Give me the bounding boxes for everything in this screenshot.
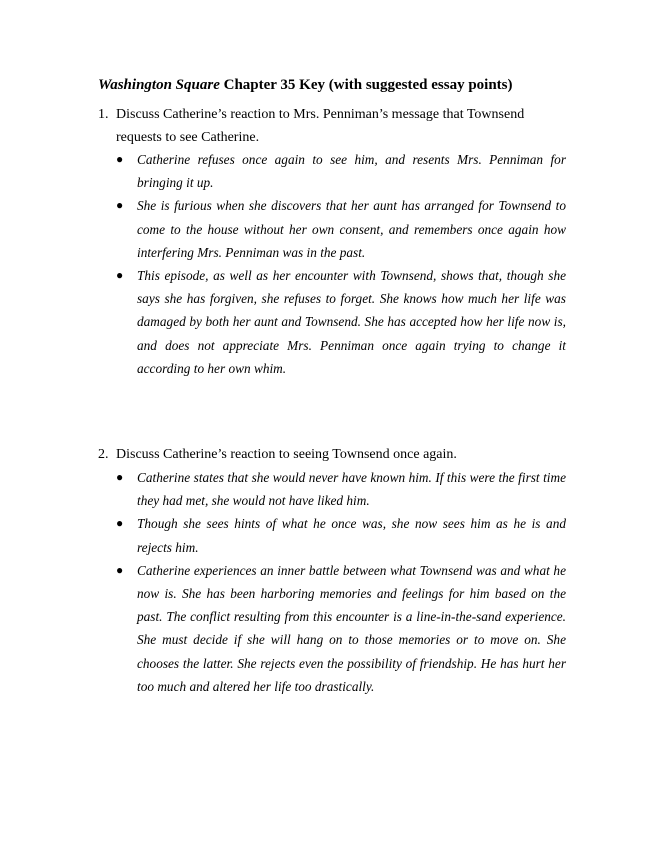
title-rest: Chapter 35 Key (with suggested essay points) — [219, 77, 513, 93]
essay-point: ● Catherine states that she would never have known him. If this were the first time they had met, she would not have liked him. — [116, 466, 566, 512]
book-title: Washington Square — [98, 77, 220, 93]
bullet-icon: ● — [116, 268, 124, 283]
bullet-icon: ● — [116, 562, 124, 577]
essay-point: ● Though she sees hints of what he once was, she now sees him as he is and rejects him. — [116, 512, 566, 558]
question-1-points — [116, 148, 566, 380]
question-number: 2. — [98, 447, 109, 462]
essay-point: ● This episode, as well as her encounter with Townsend, shows that, though she says she has forgiven, she refuses to forget. She knows how much her life was damaged by both her aunt and Townsend. She has accepted how her life now is, and does not appreciate Mrs. Penniman once again trying to change it according to her own whim. — [116, 264, 566, 380]
question-text: Discuss Catherine’s reaction to Mrs. Penniman’s message that Townsend requests to see Catherine. — [116, 107, 525, 145]
question-number: 1. — [98, 107, 109, 122]
essay-point: ● She is furious when she discovers that her aunt has arranged for Townsend to come to the house without her own consent, and remembers once again how interfering Mrs. Penniman was in the past. — [116, 194, 566, 264]
bullet-icon: ● — [116, 152, 124, 166]
essay-point: ● Catherine refuses once again to see him, and resents Mrs. Penniman for bringing it up. — [116, 148, 566, 194]
bullet-icon: ● — [116, 198, 124, 213]
question-1 — [98, 103, 566, 149]
question-text: Discuss Catherine’s reaction to seeing Townsend once again. — [116, 447, 457, 462]
question-2-points — [116, 466, 566, 698]
essay-point: ● Catherine experiences an inner battle between what Townsend was and what he now is. She has been harboring memories and feelings for him based on the past. The conflict resulting from this encounter is a line-in-the-sand experience. She must decide if she will hang on to those memories or to move on. She chooses the latter. She rejects even the possibility of friendship. He has hurt her too much and altered her life too drastically. — [116, 559, 566, 698]
document-title — [98, 76, 513, 94]
bullet-icon: ● — [116, 470, 124, 484]
question-2 — [98, 443, 566, 466]
bullet-icon: ● — [116, 516, 124, 531]
